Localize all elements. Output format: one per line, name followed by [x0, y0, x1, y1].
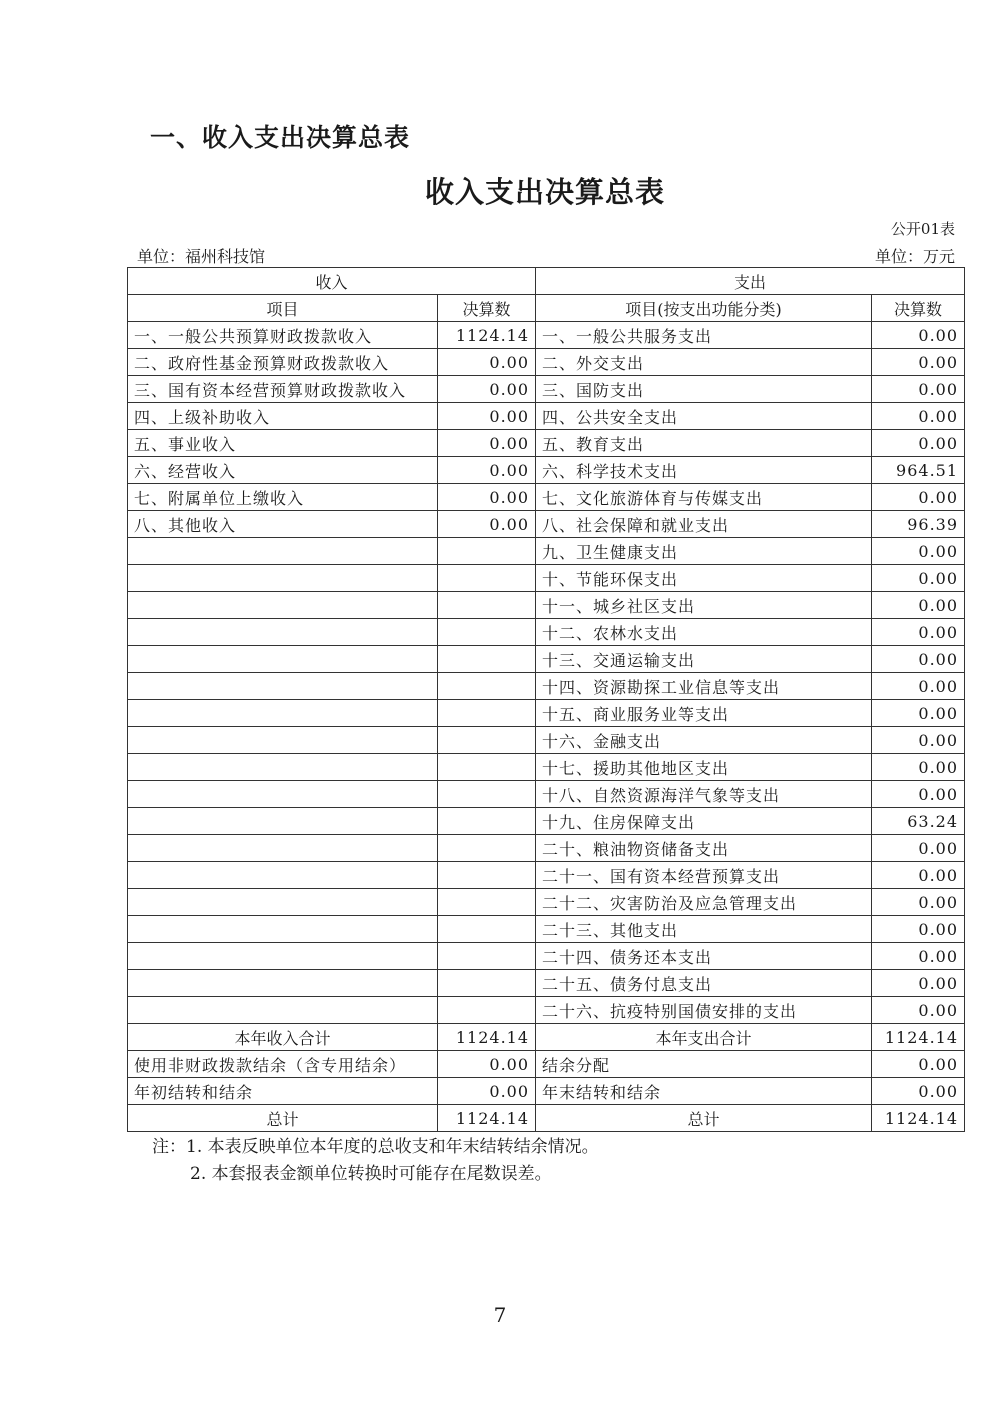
table-row	[128, 916, 965, 943]
expense-item-cell: 三、国防支出	[536, 376, 872, 403]
expense-item-cell: 十一、城乡社区支出	[536, 592, 872, 619]
income-amount-cell: 0.00	[438, 376, 536, 403]
income-item-cell	[128, 538, 438, 565]
income-item-cell: 三、国有资本经营预算财政拨款收入	[128, 376, 438, 403]
expense-amount-cell: 0.00	[872, 403, 965, 430]
expense-item-cell: 二十一、国有资本经营预算支出	[536, 862, 872, 889]
income-item-cell	[128, 727, 438, 754]
expense-amount-cell: 0.00	[872, 322, 965, 349]
expense-header: 支出	[536, 268, 965, 295]
table-row	[128, 673, 965, 700]
income-item-cell: 总计	[128, 1105, 438, 1132]
table-row	[128, 376, 965, 403]
expense-amount-cell: 0.00	[872, 430, 965, 457]
income-amount-cell: 0.00	[438, 1051, 536, 1078]
income-amount-cell	[438, 943, 536, 970]
table-row	[128, 862, 965, 889]
expense-item-cell: 十八、自然资源海洋气象等支出	[536, 781, 872, 808]
expense-amount-cell: 0.00	[872, 889, 965, 916]
expense-item-cell: 总计	[536, 1105, 872, 1132]
expense-item-cell: 十三、交通运输支出	[536, 646, 872, 673]
table-row	[128, 808, 965, 835]
table-row	[128, 619, 965, 646]
income-item-cell	[128, 646, 438, 673]
income-amount-cell	[438, 592, 536, 619]
expense-amount-cell: 0.00	[872, 673, 965, 700]
form-code: 公开01表	[890, 220, 955, 238]
income-item-cell	[128, 835, 438, 862]
table-row	[128, 484, 965, 511]
table-row	[128, 727, 965, 754]
income-item-header: 项目	[128, 295, 438, 322]
expense-amount-cell: 0.00	[872, 619, 965, 646]
expense-amount-cell: 1124.14	[872, 1024, 965, 1051]
notes	[152, 1134, 599, 1188]
income-amount-cell	[438, 970, 536, 997]
expense-amount-cell: 0.00	[872, 484, 965, 511]
income-amount-cell: 0.00	[438, 430, 536, 457]
expense-amount-cell: 0.00	[872, 1078, 965, 1105]
expense-item-cell: 八、社会保障和就业支出	[536, 511, 872, 538]
header-row-1	[128, 268, 965, 295]
summary-row	[128, 1024, 965, 1051]
income-amount-cell	[438, 862, 536, 889]
expense-amount-cell: 1124.14	[872, 1105, 965, 1132]
header-row-2	[128, 295, 965, 322]
summary-row	[128, 1051, 965, 1078]
unit-organization: 单位：福州科技馆	[137, 247, 266, 266]
income-item-cell	[128, 781, 438, 808]
income-item-cell: 七、附属单位上缴收入	[128, 484, 438, 511]
expense-item-cell: 六、科学技术支出	[536, 457, 872, 484]
income-amount-cell	[438, 781, 536, 808]
table-row	[128, 403, 965, 430]
expense-item-cell: 十二、农林水支出	[536, 619, 872, 646]
summary-row	[128, 1078, 965, 1105]
expense-item-cell: 十五、商业服务业等支出	[536, 700, 872, 727]
income-item-cell	[128, 943, 438, 970]
expense-amount-cell: 0.00	[872, 646, 965, 673]
expense-item-cell: 二十、粮油物资储备支出	[536, 835, 872, 862]
expense-item-cell: 二、外交支出	[536, 349, 872, 376]
income-item-cell	[128, 808, 438, 835]
income-amount-cell: 0.00	[438, 511, 536, 538]
income-amount-header: 决算数	[438, 295, 536, 322]
table-row	[128, 349, 965, 376]
income-amount-cell	[438, 565, 536, 592]
expense-amount-cell: 0.00	[872, 943, 965, 970]
expense-amount-cell: 0.00	[872, 727, 965, 754]
expense-amount-cell: 0.00	[872, 349, 965, 376]
income-item-cell	[128, 619, 438, 646]
income-item-cell: 年初结转和结余	[128, 1078, 438, 1105]
expense-amount-cell: 0.00	[872, 781, 965, 808]
expense-item-cell: 二十二、灾害防治及应急管理支出	[536, 889, 872, 916]
expense-amount-cell: 0.00	[872, 1051, 965, 1078]
expense-amount-cell: 0.00	[872, 970, 965, 997]
expense-item-cell: 十、节能环保支出	[536, 565, 872, 592]
expense-amount-cell: 63.24	[872, 808, 965, 835]
table-row	[128, 943, 965, 970]
page-number: 7	[493, 1303, 507, 1327]
expense-amount-cell: 0.00	[872, 754, 965, 781]
income-amount-cell: 0.00	[438, 403, 536, 430]
income-item-cell	[128, 862, 438, 889]
income-amount-cell: 0.00	[438, 1078, 536, 1105]
expense-item-cell: 七、文化旅游体育与传媒支出	[536, 484, 872, 511]
income-amount-cell	[438, 700, 536, 727]
table-row	[128, 700, 965, 727]
table-row	[128, 835, 965, 862]
expense-item-header: 项目(按支出功能分类)	[536, 295, 872, 322]
income-item-cell	[128, 916, 438, 943]
income-item-cell	[128, 754, 438, 781]
income-expense-table	[127, 267, 965, 1132]
expense-item-cell: 十六、金融支出	[536, 727, 872, 754]
income-item-cell	[128, 970, 438, 997]
expense-amount-cell: 0.00	[872, 862, 965, 889]
income-amount-cell	[438, 646, 536, 673]
income-item-cell	[128, 700, 438, 727]
expense-item-cell: 一、一般公共服务支出	[536, 322, 872, 349]
income-item-cell	[128, 997, 438, 1024]
expense-amount-header: 决算数	[872, 295, 965, 322]
expense-amount-cell: 0.00	[872, 538, 965, 565]
income-item-cell: 六、经营收入	[128, 457, 438, 484]
income-amount-cell	[438, 835, 536, 862]
table-row	[128, 538, 965, 565]
expense-item-cell: 十四、资源勘探工业信息等支出	[536, 673, 872, 700]
table-row	[128, 511, 965, 538]
note-1: 注：1. 本表反映单位本年度的总收支和年末结转结余情况。	[152, 1137, 599, 1157]
expense-amount-cell: 0.00	[872, 700, 965, 727]
note-2: 2. 本套报表金额单位转换时可能存在尾数误差。	[190, 1164, 552, 1184]
table-row	[128, 754, 965, 781]
expense-item-cell: 二十六、抗疫特别国债安排的支出	[536, 997, 872, 1024]
table-row	[128, 430, 965, 457]
table-row	[128, 970, 965, 997]
table-title: 收入支出决算总表	[424, 175, 665, 209]
income-amount-cell	[438, 673, 536, 700]
expense-amount-cell: 0.00	[872, 376, 965, 403]
expense-item-cell: 二十三、其他支出	[536, 916, 872, 943]
table-row	[128, 592, 965, 619]
income-amount-cell	[438, 727, 536, 754]
income-item-cell	[128, 565, 438, 592]
income-amount-cell	[438, 619, 536, 646]
table-row	[128, 781, 965, 808]
unit-currency: 单位：万元	[874, 247, 955, 266]
expense-amount-cell: 0.00	[872, 916, 965, 943]
expense-item-cell: 二十四、债务还本支出	[536, 943, 872, 970]
expense-item-cell: 十九、住房保障支出	[536, 808, 872, 835]
income-item-cell	[128, 889, 438, 916]
summary-row	[128, 1105, 965, 1132]
income-amount-cell: 0.00	[438, 484, 536, 511]
income-item-cell: 四、上级补助收入	[128, 403, 438, 430]
expense-item-cell: 二十五、债务付息支出	[536, 970, 872, 997]
table-row	[128, 889, 965, 916]
expense-item-cell: 年末结转和结余	[536, 1078, 872, 1105]
table-row	[128, 646, 965, 673]
income-item-cell	[128, 592, 438, 619]
expense-amount-cell: 964.51	[872, 457, 965, 484]
income-amount-cell	[438, 889, 536, 916]
expense-item-cell: 四、公共安全支出	[536, 403, 872, 430]
income-item-cell: 一、一般公共预算财政拨款收入	[128, 322, 438, 349]
table-row	[128, 322, 965, 349]
income-amount-cell: 1124.14	[438, 322, 536, 349]
income-amount-cell	[438, 808, 536, 835]
income-amount-cell	[438, 997, 536, 1024]
income-amount-cell: 0.00	[438, 349, 536, 376]
table-row	[128, 997, 965, 1024]
income-item-cell: 本年收入合计	[128, 1024, 438, 1051]
expense-item-cell: 十七、援助其他地区支出	[536, 754, 872, 781]
income-amount-cell	[438, 754, 536, 781]
income-item-cell: 八、其他收入	[128, 511, 438, 538]
income-amount-cell	[438, 538, 536, 565]
table-row	[128, 565, 965, 592]
income-item-cell	[128, 673, 438, 700]
income-header: 收入	[128, 268, 536, 295]
expense-amount-cell: 0.00	[872, 997, 965, 1024]
income-item-cell: 使用非财政拨款结余（含专用结余）	[128, 1051, 438, 1078]
table-row	[128, 457, 965, 484]
expense-amount-cell: 96.39	[872, 511, 965, 538]
expense-amount-cell: 0.00	[872, 592, 965, 619]
expense-amount-cell: 0.00	[872, 835, 965, 862]
income-amount-cell: 0.00	[438, 457, 536, 484]
expense-item-cell: 九、卫生健康支出	[536, 538, 872, 565]
income-item-cell: 五、事业收入	[128, 430, 438, 457]
section-title: 一、收入支出决算总表	[150, 123, 411, 152]
income-amount-cell	[438, 916, 536, 943]
expense-item-cell: 五、教育支出	[536, 430, 872, 457]
expense-item-cell: 结余分配	[536, 1051, 872, 1078]
expense-item-cell: 本年支出合计	[536, 1024, 872, 1051]
income-amount-cell: 1124.14	[438, 1105, 536, 1132]
income-item-cell: 二、政府性基金预算财政拨款收入	[128, 349, 438, 376]
income-amount-cell: 1124.14	[438, 1024, 536, 1051]
expense-amount-cell: 0.00	[872, 565, 965, 592]
